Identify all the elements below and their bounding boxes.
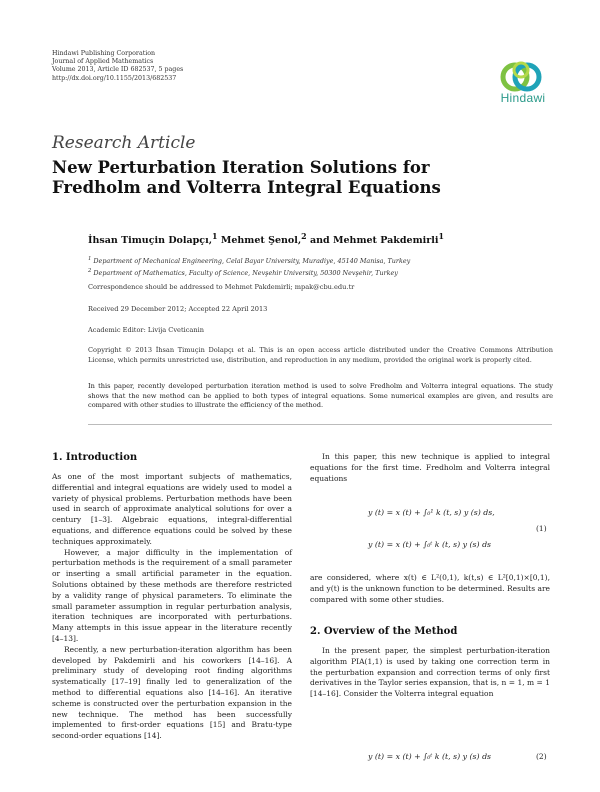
abstract-divider (88, 424, 552, 425)
paragraph: As one of the most important subjects of mathematics, differential and integral equations are widely used to model a variety of physical problems. Perturbation methods have been used in search of approximate analytical solutions for over a century [1–3]. Algebraic equations, integral-differential equations, and difference equations could be solved by these techniques approximately. (52, 472, 292, 546)
equation-fredholm: y (t) = x (t) + ∫₀¹ k (t, s) y (s) ds, (368, 508, 495, 517)
article-type: Research Article (52, 133, 196, 153)
equation-number: (2) (536, 752, 547, 761)
academic-editor: Academic Editor: Livija Cveticanin (88, 326, 204, 334)
section-heading-overview: 2. Overview of the Method (310, 626, 458, 637)
author-name: and Mehmet Pakdemirli (306, 235, 439, 247)
paragraph: In this paper, this new technique is applied to integral equations for the first time. Fredholm and Volterra integral equations (310, 452, 550, 483)
publisher-line: Hindawi Publishing Corporation (52, 50, 156, 57)
hindawi-logo-text: Hindawi (500, 91, 546, 105)
affiliation-marker: 1 (438, 232, 444, 241)
introduction-after-equation (310, 573, 550, 605)
author-name: İhsan Timuçin Dolapçı, (88, 235, 212, 247)
introduction-body (52, 472, 292, 742)
affiliation-marker: 1 (212, 232, 218, 241)
equation-2: y (t) = x (t) + ∫₀ᵗ k (t, s) y (s) ds (368, 752, 492, 761)
section-heading-introduction: 1. Introduction (52, 452, 138, 463)
affiliation: $^2$ Department of Mathematics, Faculty of Science, Nevşehir University, 50300 Nevşehir, Turkey (88, 268, 398, 278)
equation-volterra: y (t) = x (t) + ∫₀ᵗ k (t, s) y (s) ds (368, 540, 492, 549)
abstract: In this paper, recently developed perturbation iteration method is used to solve Fredholm and Volterra integral equations. The study shows that the new method can be applied to both types of integral equations. Some numerical examples are given, and results are compared with other studies to illustrate the efficiency of the method. (88, 382, 553, 410)
affiliations (88, 254, 410, 278)
doi-link[interactable]: http://dx.doi.org/10.1155/2013/682537 (52, 74, 177, 82)
volume-line: Volume 2013, Article ID 682537, 5 pages (52, 66, 184, 74)
affiliation-marker: 2 (301, 232, 307, 241)
introduction-continued (310, 452, 550, 484)
paragraph: Recently, a new perturbation-iteration algorithm has been developed by Pakdemirli and his coworkers [14–16]. A preliminary study of developing root finding algorithms systematically [17–19] finally led to generalization of the method to differential equations also [14–16]. An iterative scheme is constructed over the perturbation expansion in the new technique. The method has been successfully implemented to first-order equations [15] and Bratu-type second-order equations [14]. (52, 644, 292, 741)
author-list (88, 232, 444, 246)
received-dates: Received 29 December 2012; Accepted 22 April 2013 (88, 305, 268, 313)
paper-title: New Perturbation Iteration Solutions for Fredholm and Volterra Integral Equations (52, 158, 441, 197)
journal-line: Journal of Applied Mathematics (52, 58, 154, 66)
equation-number: (1) (536, 524, 547, 533)
paragraph: However, a major difficulty in the implementation of perturbation methods is the requirement of a small parameter or inserting a small artificial parameter in the equation. Solutions obtained by these methods are therefore restricted by a validity range of physical parameters. To eliminate the small parameter assumption in regular perturbation analysis, iteration techniques are incorporated with perturbations. Many attempts in this issue appear in the literature recently [4–13]. (52, 547, 292, 643)
copyright-notice: Copyright © 2013 İhsan Timuçin Dolapçı et al. This is an open access article distributed under the Creative Commons Attribution License, which permits unrestricted use, distribution, and reproduction in any medium, provided the original work is properly cited. (88, 346, 553, 364)
correspondence: Correspondence should be addressed to Mehmet Pakdemirli; mpak@cbu.edu.tr (88, 283, 355, 291)
overview-body (310, 646, 550, 700)
paragraph: In the present paper, the simplest perturbation-iteration algorithm PIA(1,1) is used by taking one correction term in the perturbation expansion and correction terms of only first derivatives in the Taylor series expansion, that is, n = 1, m = 1 [14–16]. Consider the Volterra integral equation (310, 646, 550, 699)
affiliation: $^1$ Department of Mechanical Engineering, Celal Bayar University, Muradiye, 45140 Manisa, Turkey (88, 256, 411, 266)
paragraph: are considered, where x(t) ∈ L²(0,1), k(t,s) ∈ L²[0,1)×[0,1), and y(t) is the unknown function to be determined. Results are compared with some other studies. (310, 573, 550, 604)
journal-header (52, 50, 183, 83)
author-name: Mehmet Şenol, (217, 235, 302, 247)
